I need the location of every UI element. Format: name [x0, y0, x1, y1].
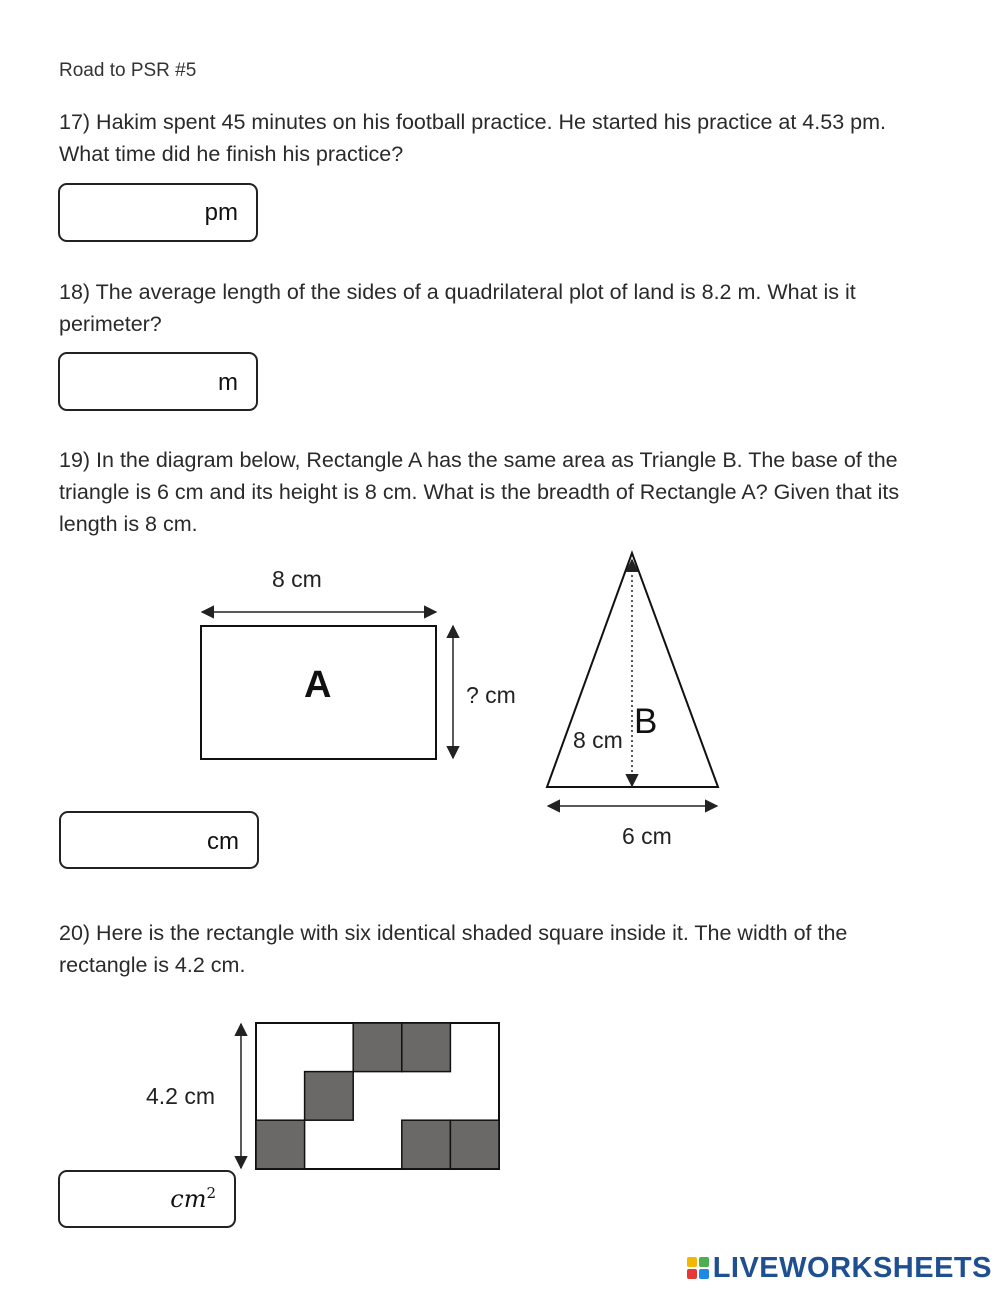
triangle-base-label: 6 cm: [622, 823, 672, 849]
rect-breadth-label: ? cm: [466, 682, 516, 708]
answer-input-17[interactable]: [70, 193, 194, 232]
liveworksheets-logo[interactable]: [687, 1252, 992, 1284]
triangle-height-label: 8 cm: [573, 727, 623, 753]
answer-box-17[interactable]: [58, 183, 258, 242]
rect-name-label: A: [304, 664, 332, 706]
unit-cm: cm: [207, 828, 239, 855]
shaded-square: [450, 1120, 499, 1169]
unit-m: m: [218, 369, 238, 396]
question-18-text: 18) The average length of the sides of a quadrilateral plot of land is 8.2 m. What is it perimeter?: [59, 280, 856, 336]
answer-box-19[interactable]: [59, 811, 259, 869]
width-label: 4.2 cm: [146, 1083, 216, 1109]
logo-text: LIVEWORKSHEETS: [712, 1251, 992, 1284]
answer-input-19[interactable]: [71, 821, 195, 859]
answer-box-18[interactable]: [58, 352, 258, 411]
triangle-name-label: B: [634, 702, 658, 741]
question-17-text: 17) Hakim spent 45 minutes on his football practice. He started his practice at 4.53 pm. What time did he finish his practice?: [59, 110, 886, 166]
shaded-square: [402, 1120, 451, 1169]
answer-box-20[interactable]: [58, 1170, 236, 1228]
shaded-square: [353, 1023, 402, 1072]
unit-base: cm: [170, 1185, 207, 1213]
answer-input-18[interactable]: [70, 362, 204, 401]
answer-input-20[interactable]: [70, 1180, 169, 1218]
shaded-square: [402, 1023, 451, 1072]
rect-length-label: 8 cm: [272, 566, 322, 592]
shaded-square: [305, 1072, 354, 1121]
question-19-text: 19) In the diagram below, Rectangle A has the same area as Triangle B. The base of the triangle is 6 cm and its height is 8 cm. What is the breadth of Rectangle A? Given that its length is 8 cm.: [59, 448, 900, 536]
question-20-text: 20) Here is the rectangle with six identical shaded square inside it. The width of the rectangle is 4.2 cm.: [59, 921, 848, 977]
worksheet-title: Road to PSR #5: [59, 60, 197, 81]
unit-cm-squared: [170, 1184, 216, 1213]
shaded-square: [256, 1120, 305, 1169]
unit-pm: pm: [204, 199, 238, 226]
unit-exponent: 2: [206, 1184, 216, 1202]
q20-diagram: [0, 1010, 520, 1180]
logo-blocks-icon: [687, 1257, 709, 1279]
